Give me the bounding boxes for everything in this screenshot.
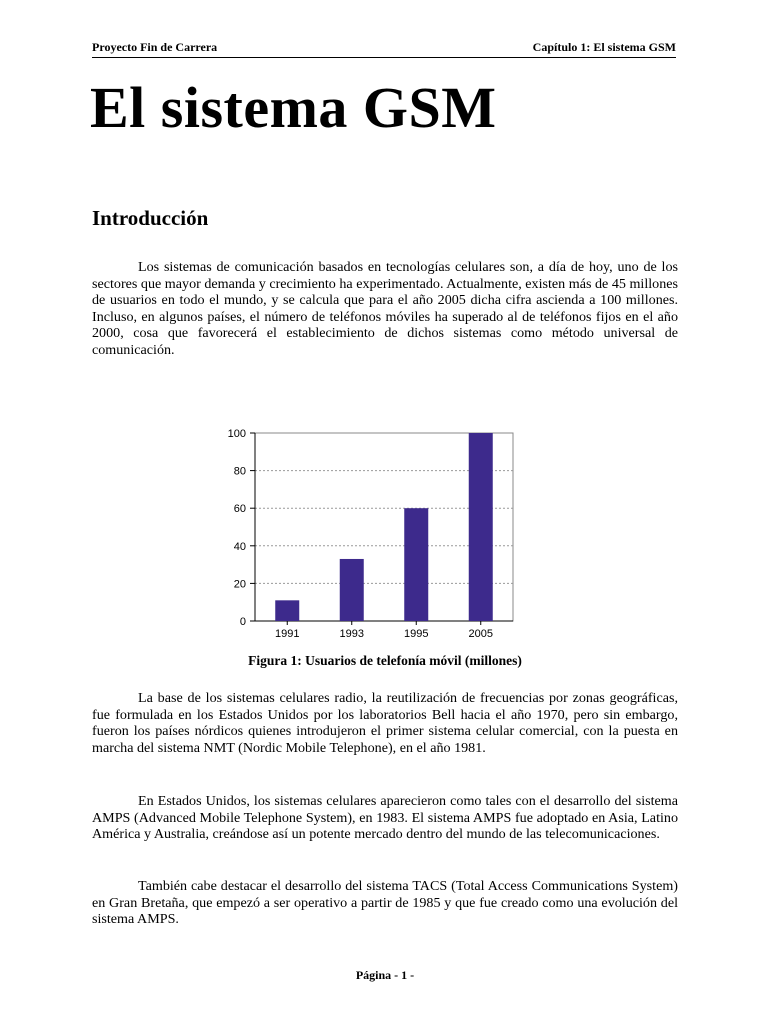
bar-chart [200,418,520,643]
paragraph-tacs: También cabe destacar el desarrollo del sistema TACS (Total Access Communications System) en Gran Bretaña, que empezó a ser operativo a partir de 1985 y que fue creado como una evolución del sistema AMPS. [92,878,678,928]
paragraph-intro: Los sistemas de comunicación basados en tecnologías celulares son, a día de hoy, uno de los sectores que mayor demanda y crecimiento ha experimentado. Actualmente, existen más de 45 millones de usuarios en todo el mundo, y se calcula que para el año 2005 dicha cifra ascienda a 100 millones. Incluso, en algunos países, el número de teléfonos móviles ha superado al de teléfonos fijos en el año 2000, cosa que favorecerá el establecimiento de dichos sistemas como método universal de comunicación. [92,259,678,358]
bar-2005 [469,433,493,621]
running-header [92,40,676,58]
paragraph-amps: En Estados Unidos, los sistemas celulares aparecieron como tales con el desarrollo del sistema AMPS (Advanced Mobile Telephone System), en 1983. El sistema AMPS fue adoptado en Asia, Latino América y Australia, creándose así un potente mercado dentro del mundo de las telecomunicaciones. [92,793,678,843]
page-footer: Página - 1 - [355,968,415,982]
y-tick-label: 60 [233,503,246,516]
bar-1995 [404,508,428,621]
header-left: Proyecto Fin de Carrera [92,40,218,54]
chapter-title: El sistema GSM [90,75,497,140]
header-right: Capítulo 1: El sistema GSM [532,40,676,54]
x-tick-label: 2005 [468,628,493,640]
figure-caption: Figura 1: Usuarios de telefonía móvil (millones) [248,653,522,668]
y-tick-label: 0 [239,616,246,628]
bar-1991 [275,600,299,621]
y-tick-label: 80 [233,465,246,478]
bar-1993 [340,559,364,621]
y-tick-label: 40 [233,540,246,553]
x-tick-label: 1993 [339,628,364,640]
x-tick-label: 1995 [404,628,429,640]
paragraph-history: La base de los sistemas celulares radio, la reutilización de frecuencias por zonas geográficas, fue formulada en los Estados Unidos por los laboratorios Bell hacia el año 1970, pero sin embargo, fueron los países nórdicos quienes introdujeron el primer sistema celular comercial, con la puesta en marcha del sistema NMT (Nordic Mobile Telephone), en el año 1981. [92,690,678,756]
section-title: Introducción [92,206,209,230]
x-tick-label: 1991 [275,628,300,640]
y-tick-label: 20 [233,578,246,591]
y-tick-label: 100 [227,428,246,440]
